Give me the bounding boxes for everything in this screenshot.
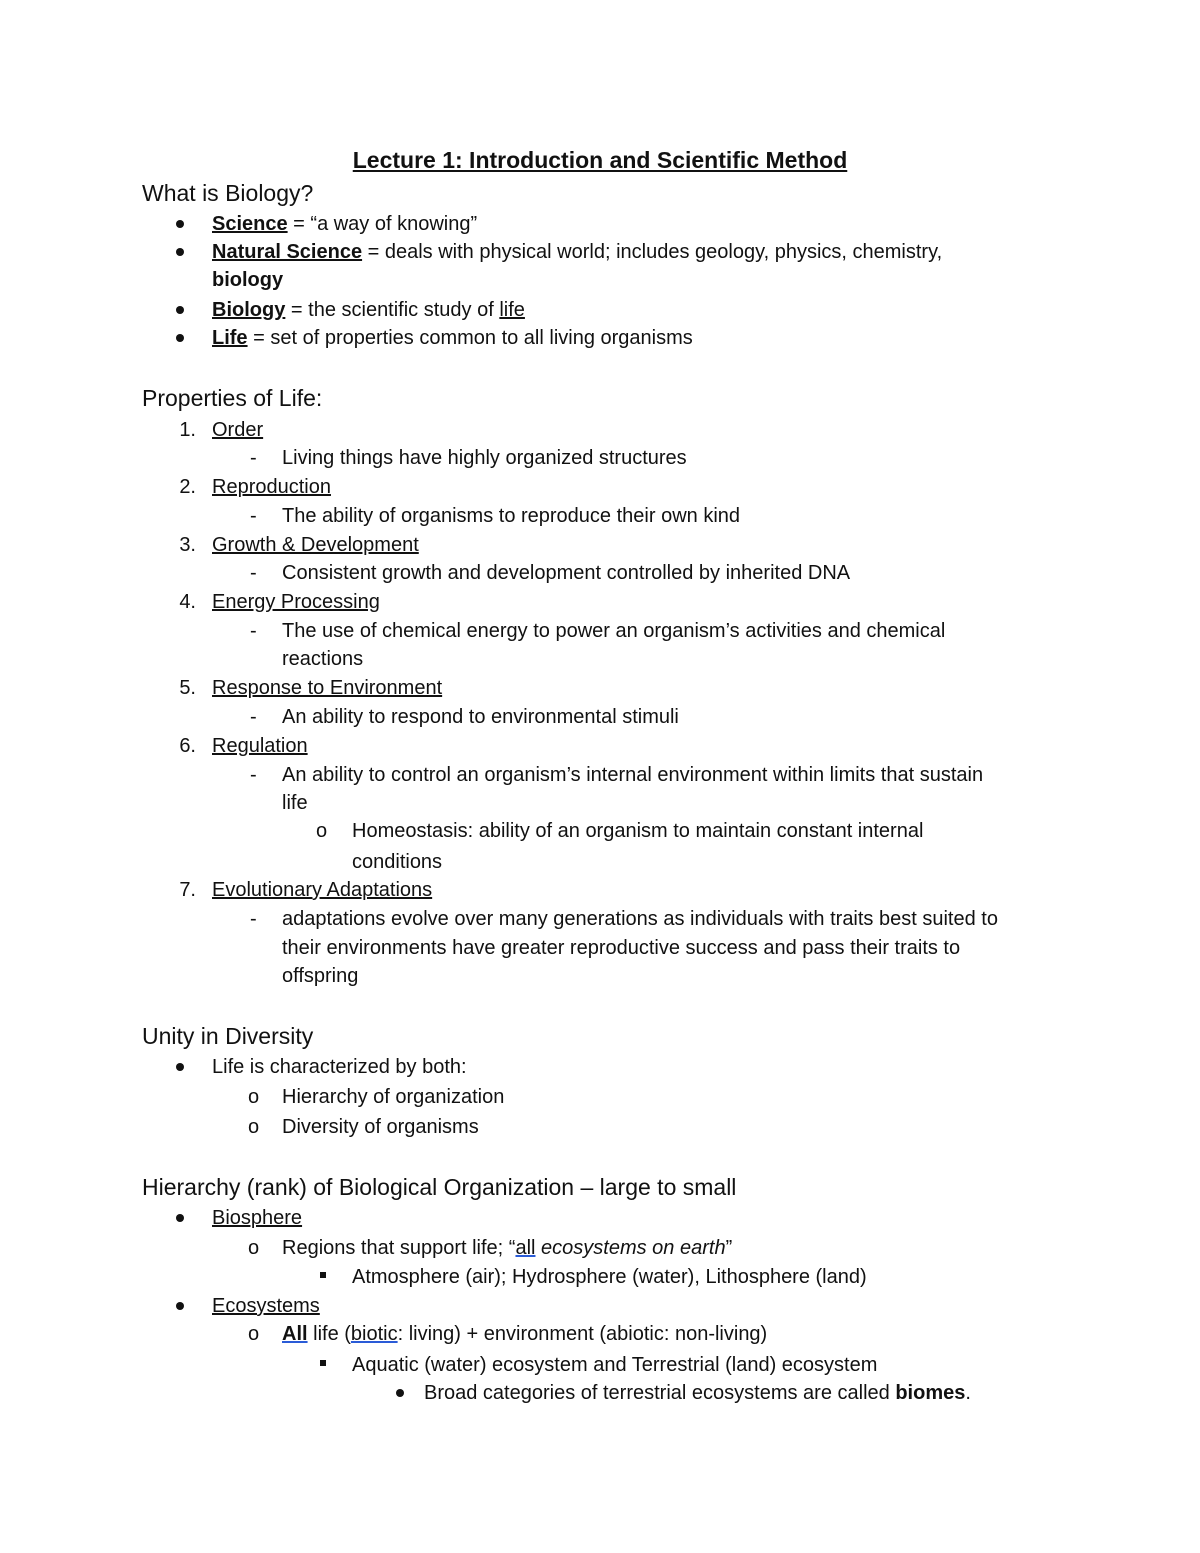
section-heading-hierarchy: Hierarchy (rank) of Biological Organization – large to small bbox=[142, 1174, 737, 1200]
sub-item: Diversity of organisms bbox=[282, 1116, 479, 1138]
property-energy: Energy Processing bbox=[212, 591, 380, 613]
level-ecosystems: Ecosystems bbox=[212, 1295, 320, 1317]
property-order: Order bbox=[212, 419, 264, 441]
dash-marker: - bbox=[250, 620, 257, 642]
sub-item: All life (biotic: living) + environment (abiotic: non-living) bbox=[282, 1323, 768, 1345]
list-item: Natural Science = deals with physical world; includes geology, physics, chemistry, bbox=[212, 241, 943, 263]
dash-marker: - bbox=[250, 447, 257, 469]
bullet-icon bbox=[396, 1389, 404, 1397]
property-desc: The use of chemical energy to power an organism’s activities and chemical bbox=[282, 620, 946, 642]
level-biosphere: Biosphere bbox=[212, 1207, 303, 1229]
square-bullet-icon bbox=[320, 1272, 326, 1278]
section-heading-what-is-biology: What is Biology? bbox=[142, 180, 314, 206]
property-desc: Living things have highly organized structures bbox=[282, 447, 687, 469]
property-desc-cont: life bbox=[282, 792, 308, 814]
property-reproduction: Reproduction bbox=[212, 476, 331, 498]
property-evolution: Evolutionary Adaptations bbox=[212, 879, 433, 901]
property-desc: The ability of organisms to reproduce their own kind bbox=[282, 505, 741, 527]
circle-bullet-icon: o bbox=[248, 1116, 260, 1138]
section-heading-properties-of-life: Properties of Life: bbox=[142, 385, 323, 411]
property-desc-cont: reactions bbox=[282, 648, 364, 670]
property-desc-cont: offspring bbox=[282, 965, 359, 987]
sub-sub-item: Atmosphere (air); Hydrosphere (water), Lithosphere (land) bbox=[352, 1266, 867, 1288]
list-number: 4. bbox=[179, 591, 196, 613]
circle-bullet-icon: o bbox=[248, 1086, 260, 1108]
deep-item: Broad categories of terrestrial ecosystems are called biomes. bbox=[424, 1382, 971, 1404]
property-desc: adaptations evolve over many generations as individuals with traits best suited to bbox=[282, 908, 998, 930]
list-item: Life is characterized by both: bbox=[212, 1056, 467, 1078]
property-desc: Consistent growth and development controlled by inherited DNA bbox=[282, 562, 851, 584]
bullet-icon bbox=[176, 248, 184, 256]
sub-item: Regions that support life; “all ecosystems on earth” bbox=[282, 1237, 733, 1259]
bullet-icon bbox=[176, 220, 184, 228]
list-item: Biology = the scientific study of life bbox=[212, 299, 525, 321]
list-item: Science = “a way of knowing” bbox=[212, 213, 478, 235]
property-subdesc-cont: conditions bbox=[352, 851, 443, 873]
bullet-icon bbox=[176, 1302, 184, 1310]
dash-marker: - bbox=[250, 706, 257, 728]
dash-marker: - bbox=[250, 908, 257, 930]
circle-bullet-icon: o bbox=[316, 820, 328, 842]
list-number: 3. bbox=[179, 534, 196, 556]
bullet-icon bbox=[176, 1063, 184, 1071]
bullet-icon bbox=[176, 306, 184, 314]
dash-marker: - bbox=[250, 505, 257, 527]
circle-bullet-icon: o bbox=[248, 1237, 260, 1259]
list-number: 1. bbox=[179, 419, 196, 441]
list-number: 2. bbox=[179, 476, 196, 498]
property-regulation: Regulation bbox=[212, 735, 308, 757]
document-title: Lecture 1: Introduction and Scientific Method bbox=[352, 147, 848, 173]
property-response: Response to Environment bbox=[212, 677, 443, 699]
list-number: 5. bbox=[179, 677, 196, 699]
list-number: 6. bbox=[179, 735, 196, 757]
list-item: Life = set of properties common to all living organisms bbox=[212, 327, 693, 349]
bullet-icon bbox=[176, 1214, 184, 1222]
property-desc-cont: their environments have greater reproductive success and pass their traits to bbox=[282, 937, 961, 959]
property-subdesc: Homeostasis: ability of an organism to maintain constant internal bbox=[352, 820, 924, 842]
property-growth: Growth & Development bbox=[212, 534, 419, 556]
bullet-icon bbox=[176, 334, 184, 342]
list-item-continuation: biology bbox=[212, 269, 284, 291]
sub-sub-item: Aquatic (water) ecosystem and Terrestrial (land) ecosystem bbox=[352, 1354, 878, 1376]
property-desc: An ability to respond to environmental stimuli bbox=[282, 706, 679, 728]
dash-marker: - bbox=[250, 764, 257, 786]
square-bullet-icon bbox=[320, 1360, 326, 1366]
property-desc: An ability to control an organism’s internal environment within limits that sustain bbox=[282, 764, 984, 786]
list-number: 7. bbox=[179, 879, 196, 901]
circle-bullet-icon: o bbox=[248, 1323, 260, 1345]
sub-item: Hierarchy of organization bbox=[282, 1086, 505, 1108]
section-heading-unity: Unity in Diversity bbox=[142, 1023, 314, 1049]
dash-marker: - bbox=[250, 562, 257, 584]
